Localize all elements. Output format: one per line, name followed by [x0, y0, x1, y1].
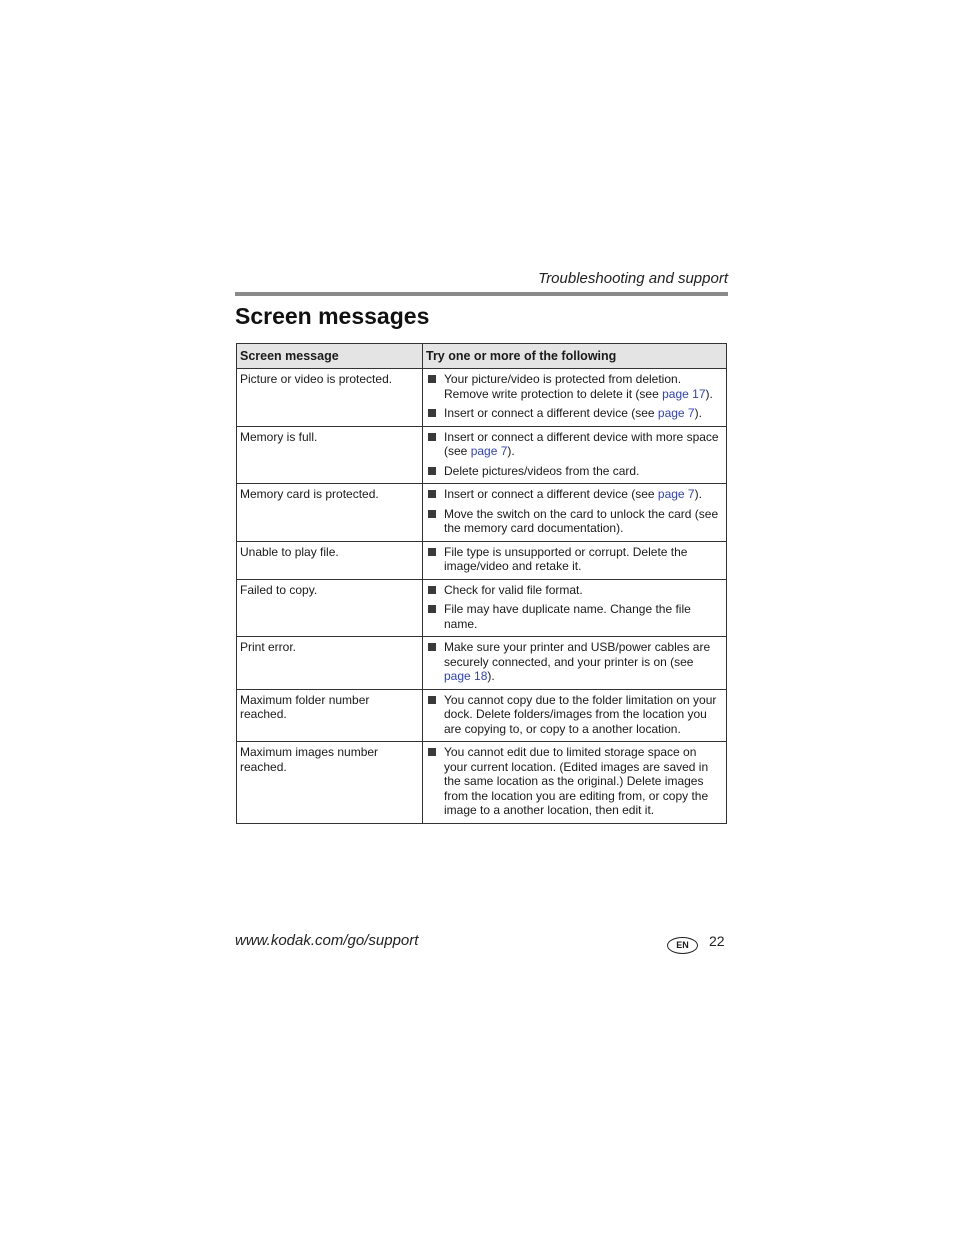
- solution-item: [426, 430, 723, 459]
- screen-message-text: Print error.: [237, 637, 423, 690]
- table-header-row: [237, 344, 727, 369]
- page-title: Screen messages: [235, 303, 430, 329]
- solution-text-end: ).: [694, 487, 702, 501]
- solution-text: Insert or connect a different device (see: [444, 406, 658, 420]
- solution-text: File may have duplicate name. Change the file name.: [444, 602, 691, 631]
- solution-text: Your picture/video is protected from deletion. Remove write protection to delete it (see: [444, 372, 682, 401]
- screen-message-text: Maximum images number reached.: [237, 742, 423, 824]
- solution-item: [426, 464, 723, 479]
- square-bullet-icon: [428, 586, 436, 594]
- support-url[interactable]: www.kodak.com/go/support: [235, 932, 419, 949]
- solutions-cell: [423, 426, 727, 484]
- table-row: [237, 637, 727, 690]
- solutions-cell: [423, 637, 727, 690]
- screen-message-text: Memory is full.: [237, 426, 423, 484]
- table-row: [237, 426, 727, 484]
- page-link[interactable]: page 7: [470, 444, 508, 458]
- solution-item: [426, 406, 723, 421]
- table-row: [237, 369, 727, 427]
- solutions-cell: [423, 742, 727, 824]
- square-bullet-icon: [428, 748, 436, 756]
- square-bullet-icon: [428, 643, 436, 651]
- screen-message-text: Picture or video is protected.: [237, 369, 423, 427]
- solution-text: Make sure your printer and USB/power cables are securely connected, and your printer is on (see: [444, 640, 711, 669]
- solution-item: [426, 583, 723, 598]
- table-row: [237, 484, 727, 542]
- solution-text: File type is unsupported or corrupt. Delete the image/video and retake it.: [444, 544, 688, 573]
- column-header-try-following: Try one or more of the following: [423, 344, 727, 369]
- solution-text-end: ).: [487, 669, 495, 683]
- solution-item: [426, 745, 723, 818]
- page-link[interactable]: page 7: [657, 487, 695, 501]
- solutions-cell: [423, 541, 727, 579]
- solution-text-end: ).: [705, 386, 713, 401]
- solution-item: [426, 693, 723, 737]
- square-bullet-icon: [428, 548, 436, 556]
- screen-message-text: Memory card is protected.: [237, 484, 423, 542]
- page-link[interactable]: page 7: [657, 406, 695, 420]
- table-row: [237, 579, 727, 637]
- solution-item: [426, 602, 723, 631]
- solutions-cell: [423, 689, 727, 742]
- solution-item: [426, 487, 723, 502]
- solutions-cell: [423, 369, 727, 427]
- solution-text: Delete pictures/videos from the card.: [444, 463, 640, 478]
- square-bullet-icon: [428, 696, 436, 704]
- square-bullet-icon: [428, 433, 436, 441]
- column-header-screen-message: Screen message: [237, 344, 423, 369]
- language-badge: EN: [667, 937, 698, 954]
- solution-text: Insert or connect a different device with more space (see: [444, 429, 719, 458]
- table-row: [237, 742, 727, 824]
- screen-message-text: Failed to copy.: [237, 579, 423, 637]
- table-row: [237, 689, 727, 742]
- solution-text-end: ).: [694, 406, 702, 420]
- page-link[interactable]: page 18: [444, 669, 488, 683]
- solutions-cell: [423, 579, 727, 637]
- square-bullet-icon: [428, 467, 436, 475]
- solution-text: You cannot copy due to the folder limitation on your dock. Delete folders/images from the location you are copying to, or copy to a another location.: [444, 692, 717, 736]
- square-bullet-icon: [428, 510, 436, 518]
- page-link[interactable]: page 17: [662, 386, 706, 401]
- solutions-cell: [423, 484, 727, 542]
- solution-text-end: ).: [507, 444, 515, 458]
- square-bullet-icon: [428, 409, 436, 417]
- section-header: Troubleshooting and support: [538, 270, 728, 287]
- solution-item: [426, 507, 723, 536]
- screen-messages-table: [236, 343, 727, 824]
- screen-message-text: Unable to play file.: [237, 541, 423, 579]
- page-number: 22: [709, 933, 725, 949]
- solution-item: [426, 372, 723, 401]
- solution-text: Move the switch on the card to unlock the card (see the memory card documentation).: [444, 506, 719, 535]
- solution-text: Check for valid file format.: [444, 582, 583, 597]
- solution-item: [426, 640, 723, 684]
- header-rule: [235, 292, 728, 296]
- screen-message-text: Maximum folder number reached.: [237, 689, 423, 742]
- solution-text: You cannot edit due to limited storage space on your current location. (Edited images are saved in the same location as the original.) Delete images from the location you are editing from, or copy the image to a another location, then edit it.: [444, 745, 709, 817]
- solution-text: Insert or connect a different device (see: [444, 487, 658, 501]
- square-bullet-icon: [428, 375, 436, 383]
- solution-item: [426, 545, 723, 574]
- table-row: [237, 541, 727, 579]
- square-bullet-icon: [428, 605, 436, 613]
- square-bullet-icon: [428, 490, 436, 498]
